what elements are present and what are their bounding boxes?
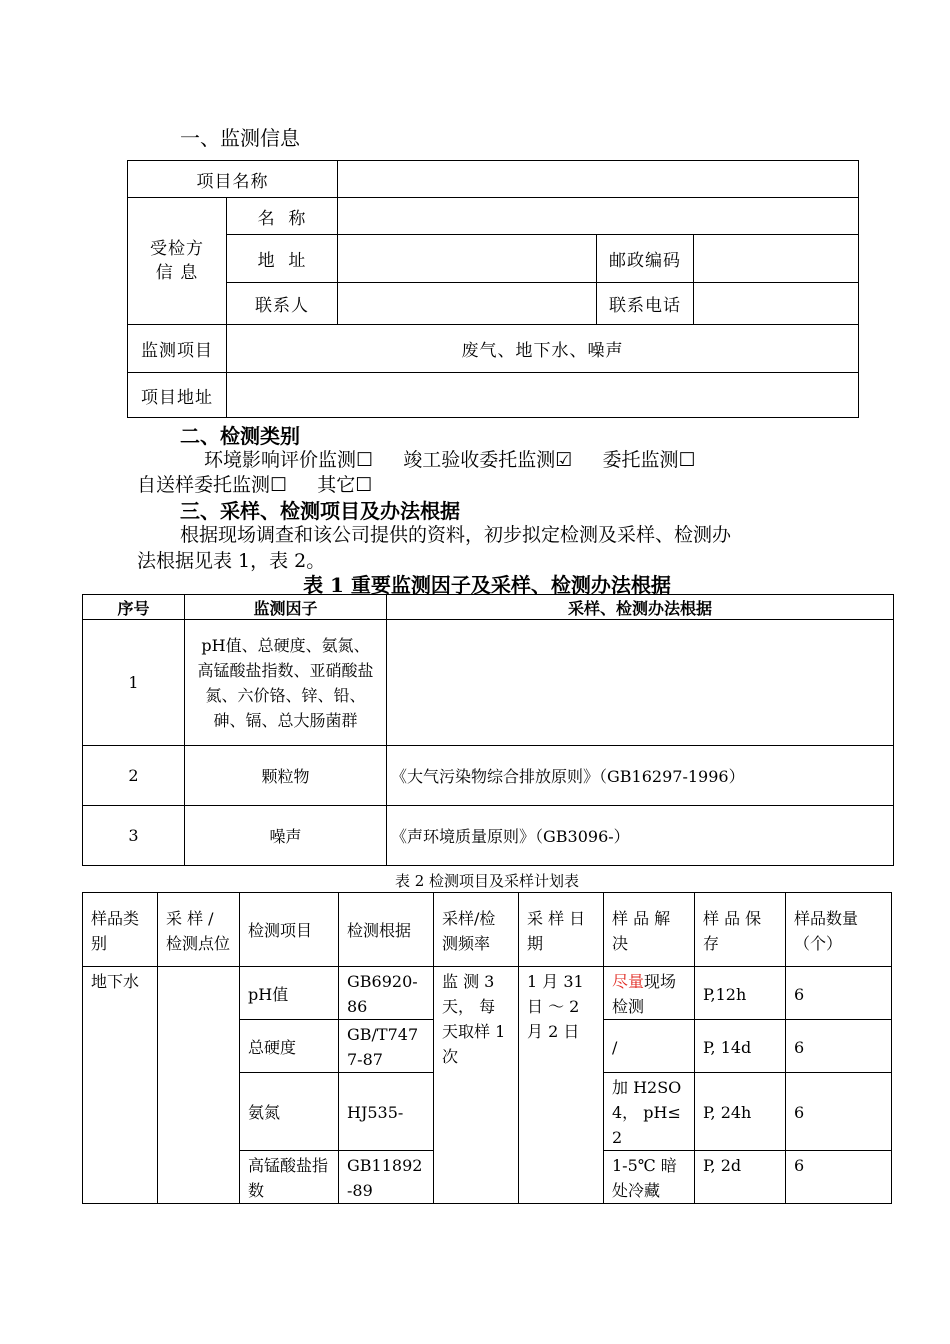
category-options-line2: 自送样委托监测☐ 其它☐ <box>137 474 373 496</box>
sampling-plan-table <box>82 892 892 1204</box>
table2-category: 地下水 <box>83 967 158 1204</box>
table2-header-storage: 样 品 保存 <box>695 893 786 967</box>
section3-heading: 三、采样、检测项目及办法根据 <box>180 499 460 523</box>
project-name-value <box>338 161 859 198</box>
phone-value <box>694 283 859 325</box>
table2-header-frequency: 采样/检测频率 <box>434 893 519 967</box>
table2-row1-storage: P,12h <box>695 967 786 1020</box>
client-info-label: 受检方 信 息 <box>128 198 227 325</box>
table2-row3-count: 6 <box>786 1073 892 1151</box>
table1-row3-method: 《声环境质量原则》（GB3096-） <box>387 806 894 866</box>
table2-row2-count: 6 <box>786 1020 892 1073</box>
project-name-label: 项目名称 <box>128 161 338 198</box>
table1-row3-factor: 噪声 <box>185 806 387 866</box>
section1-heading: 一、监测信息 <box>180 126 300 150</box>
table2-row2-item: 总硬度 <box>240 1020 339 1073</box>
section3-paragraph-line2: 法根据见表 1，表 2。 <box>137 550 326 572</box>
project-address-label: 项目地址 <box>128 373 227 418</box>
monitor-items-value: 废气、地下水、噪声 <box>227 325 859 373</box>
table2-header-basis: 检测根据 <box>339 893 434 967</box>
table1-row2-method: 《大气污染物综合排放原则》（GB16297-1996） <box>387 746 894 806</box>
client-name-label: 名 称 <box>227 198 338 235</box>
contact-value <box>338 283 597 325</box>
table1-header-method: 采样、检测办法根据 <box>387 595 894 620</box>
monitor-items-label: 监测项目 <box>128 325 227 373</box>
table2-row1-basis: GB6920-86 <box>339 967 434 1020</box>
table1-row3-no: 3 <box>83 806 185 866</box>
table2-header-handling: 样 品 解决 <box>604 893 695 967</box>
table1-caption: 表 1 重要监测因子及采样、检测办法根据 <box>303 573 671 597</box>
postcode-value <box>694 235 859 283</box>
category-options-line1: 环境影响评价监测☐ 竣工验收委托监测☑ 委托监测☐ <box>204 449 696 471</box>
client-address-value <box>338 235 597 283</box>
table2-row3-storage: P, 24h <box>695 1073 786 1151</box>
contact-label: 联系人 <box>227 283 338 325</box>
project-address-value <box>227 373 859 418</box>
table2-header-count: 样品数量（个） <box>786 893 892 967</box>
table2-row2-storage: P, 14d <box>695 1020 786 1073</box>
section2-heading: 二、检测类别 <box>180 424 300 448</box>
table1-row1-no: 1 <box>83 620 185 746</box>
client-name-value <box>338 198 859 235</box>
table1-row1-method <box>387 620 894 746</box>
table2-header-category: 样品类别 <box>83 893 158 967</box>
client-address-label: 地 址 <box>227 235 338 283</box>
table1-row1-factor: pH值、总硬度、氨氮、高锰酸盐指数、亚硝酸盐氮、六价铬、锌、铅、砷、镉、总大肠菌群 <box>185 620 387 746</box>
table2-row4-handling: 1-5℃ 暗处冷藏 <box>604 1151 695 1204</box>
table2-row3-handling: 加 H2SO4， pH≤2 <box>604 1073 695 1151</box>
table2-row4-count: 6 <box>786 1151 892 1204</box>
table2-row2-basis: GB/T7477-87 <box>339 1020 434 1073</box>
phone-label: 联系电话 <box>597 283 694 325</box>
table2-header-item: 检测项目 <box>240 893 339 967</box>
table2-row4-basis: GB11892-89 <box>339 1151 434 1204</box>
table2-row4-storage: P, 2d <box>695 1151 786 1204</box>
table2-row1-handling-text: 现场检测 <box>612 972 677 1016</box>
table1-row2-no: 2 <box>83 746 185 806</box>
table2-row1-item: pH值 <box>240 967 339 1020</box>
table1-row2-factor: 颗粒物 <box>185 746 387 806</box>
table2-row3-item: 氨氮 <box>240 1073 339 1151</box>
table2-row2-handling: / <box>604 1020 695 1073</box>
table2-header-point: 采 样 / 检测点位 <box>158 893 240 967</box>
table2-row1-count: 6 <box>786 967 892 1020</box>
section3-paragraph-line1: 根据现场调查和该公司提供的资料，初步拟定检测及采样、检测办 <box>180 524 732 546</box>
table2-date: 1 月 31 日 ～ 2 月 2 日 <box>519 967 604 1204</box>
table2-row1-handling <box>604 967 695 1020</box>
table2-row1-handling-highlight: 尽量 <box>612 972 645 991</box>
table2-header-date: 采 样 日期 <box>519 893 604 967</box>
table2-point <box>158 967 240 1204</box>
table2-frequency: 监 测 3 天， 每 天取样 1次 <box>434 967 519 1204</box>
table2-row3-basis: HJ535- <box>339 1073 434 1151</box>
main-factors-table <box>82 594 894 866</box>
postcode-label: 邮政编码 <box>597 235 694 283</box>
table1-header-no: 序号 <box>83 595 185 620</box>
monitoring-info-table <box>127 160 859 418</box>
table2-row4-item: 高锰酸盐指数 <box>240 1151 339 1204</box>
table1-header-factor: 监测因子 <box>185 595 387 620</box>
table2-caption: 表 2 检测项目及采样计划表 <box>394 872 580 890</box>
